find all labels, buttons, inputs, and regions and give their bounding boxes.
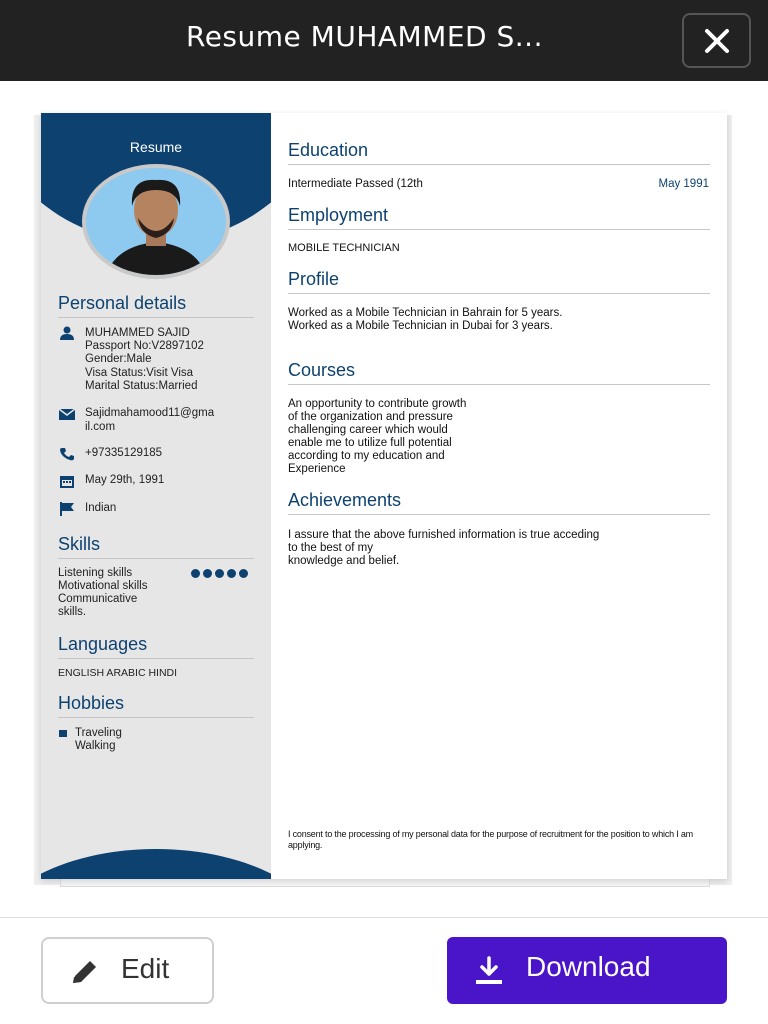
skill-rating-dot bbox=[239, 569, 248, 578]
calendar-icon bbox=[59, 474, 75, 488]
pencil-icon bbox=[69, 959, 101, 987]
profile-divider bbox=[288, 293, 710, 294]
hobbies-title: Hobbies bbox=[58, 693, 125, 713]
personal-name: MUHAMMED SAJID bbox=[85, 327, 190, 339]
download-label: Download bbox=[526, 951, 651, 982]
personal-dob: May 29th, 1991 bbox=[85, 474, 165, 486]
achievements-text: I assure that the above furnished information is true acceding to the best of my knowledge and belief. bbox=[288, 529, 600, 567]
skill-rating-dot bbox=[215, 569, 224, 578]
close-icon bbox=[703, 27, 731, 55]
page-title: Resume MUHAMMED S... bbox=[186, 20, 543, 53]
close-button[interactable] bbox=[682, 13, 751, 68]
personal-details-title: Personal details bbox=[58, 293, 187, 313]
employment-title: Employment bbox=[288, 205, 389, 225]
consent-text: I consent to the processing of my personal data for the purpose of recruitment for the position to which I am applying. bbox=[288, 829, 693, 850]
personal-passport: Passport No:V2897102 bbox=[85, 340, 204, 352]
avatar bbox=[82, 164, 230, 279]
personal-email-cont: il.com bbox=[85, 421, 116, 433]
languages-divider bbox=[58, 658, 254, 659]
sidebar-footer-shape bbox=[41, 849, 271, 879]
courses-title: Courses bbox=[288, 360, 356, 380]
skill-item: Communicative bbox=[58, 593, 138, 605]
employment-position: MOBILE TECHNICIAN bbox=[288, 242, 400, 254]
courses-text: An opportunity to contribute growth of the organization and pressure challenging career which would enable me to utilize full potential according to my education and Experience bbox=[288, 398, 467, 475]
skill-rating-dot bbox=[191, 569, 200, 578]
phone-icon bbox=[59, 447, 75, 461]
profile-line: Worked as a Mobile Technician in Bahrain for 5 years. bbox=[288, 307, 563, 319]
hobby-item: Walking bbox=[75, 740, 116, 752]
download-icon bbox=[474, 956, 504, 986]
education-date: May 1991 bbox=[658, 178, 709, 190]
personal-nationality: Indian bbox=[85, 502, 117, 514]
resume-sidebar bbox=[41, 113, 271, 879]
achievements-title: Achievements bbox=[288, 490, 402, 510]
skill-item: skills. bbox=[58, 606, 87, 618]
hobbies-divider bbox=[58, 717, 254, 718]
hobby-bullet bbox=[59, 730, 67, 737]
courses-divider bbox=[288, 384, 710, 385]
profile-line: Worked as a Mobile Technician in Dubai for 3 years. bbox=[288, 320, 553, 332]
personal-marital: Marital Status:Married bbox=[85, 380, 198, 392]
education-divider bbox=[288, 164, 710, 165]
top-bar bbox=[0, 0, 768, 81]
resume-preview bbox=[41, 113, 727, 879]
download-button[interactable] bbox=[447, 937, 727, 1004]
hobby-item: Traveling bbox=[75, 727, 122, 739]
languages-title: Languages bbox=[58, 634, 148, 654]
personal-details-divider bbox=[58, 317, 254, 318]
personal-email: Sajidmahamood11@gma bbox=[85, 407, 215, 419]
achievements-divider bbox=[288, 514, 710, 515]
languages-text: ENGLISH ARABIC HINDI bbox=[58, 667, 178, 679]
skills-divider bbox=[58, 558, 254, 559]
skill-rating-dot bbox=[227, 569, 236, 578]
edit-button[interactable] bbox=[41, 937, 214, 1004]
email-icon bbox=[59, 407, 75, 421]
profile-title: Profile bbox=[288, 269, 340, 289]
employment-divider bbox=[288, 229, 710, 230]
education-title: Education bbox=[288, 140, 369, 160]
skills-title: Skills bbox=[58, 534, 101, 554]
flag-icon bbox=[59, 502, 75, 516]
personal-visa: Visa Status:Visit Visa bbox=[85, 367, 194, 379]
personal-gender: Gender:Male bbox=[85, 353, 152, 365]
person-icon bbox=[59, 326, 75, 340]
profile-photo bbox=[86, 168, 226, 275]
edit-label: Edit bbox=[121, 953, 170, 984]
skill-item: Motivational skills bbox=[58, 580, 148, 592]
skill-rating-dot bbox=[203, 569, 212, 578]
sidebar-heading: Resume bbox=[129, 139, 183, 155]
skill-rating bbox=[191, 569, 248, 578]
education-degree: Intermediate Passed (12th bbox=[288, 178, 423, 190]
personal-phone: +97335129185 bbox=[85, 447, 163, 459]
skill-item: Listening skills bbox=[58, 567, 133, 579]
